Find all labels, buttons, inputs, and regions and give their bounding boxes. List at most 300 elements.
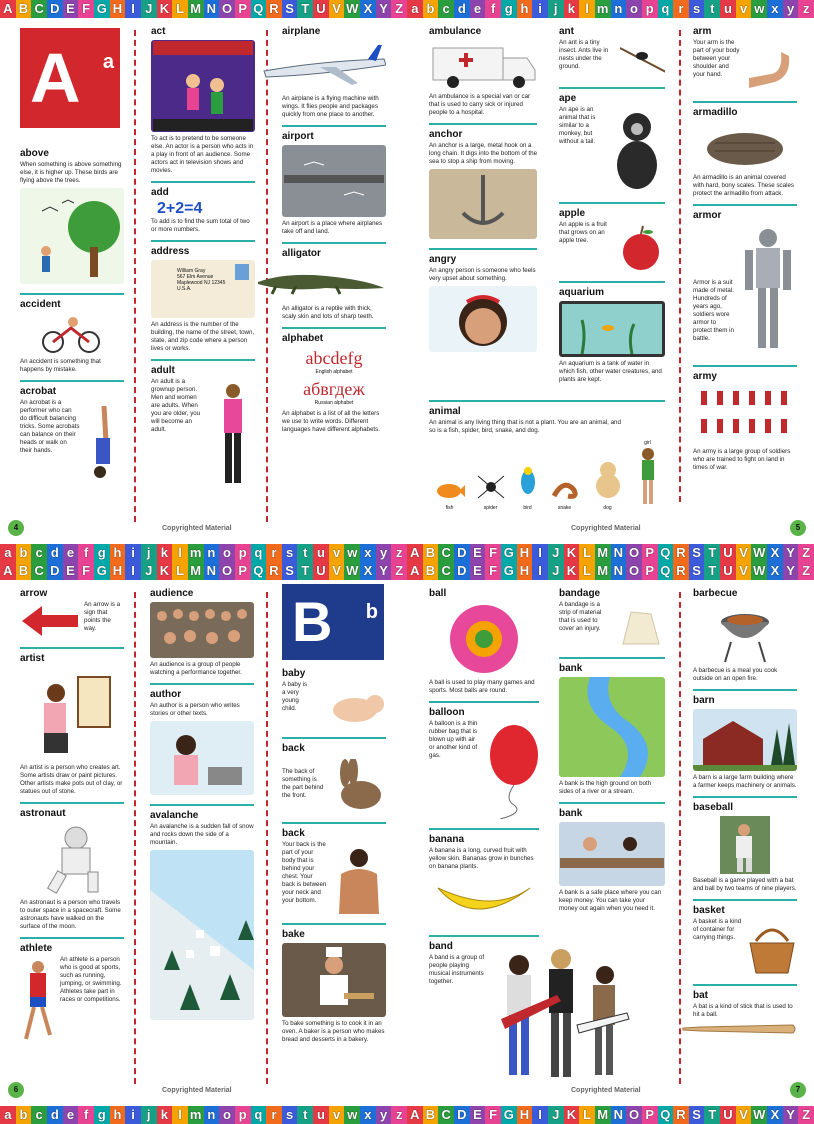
baby-photo [315,684,386,728]
strip-letter: y [376,544,392,562]
entry-barn [693,691,797,798]
entry-word: balloon [429,707,465,718]
strip-letter: b [423,0,439,18]
entry-aquarium [559,283,665,390]
strip-letter: Y [376,0,392,18]
strip-letter: Q [658,562,674,580]
entry-barbecue [693,584,797,691]
page-number: 7 [790,1082,806,1098]
strip-letter: X [767,1106,783,1124]
strip-letter: B [423,544,439,562]
anchor-photo [429,169,537,239]
entry-word: armadillo [693,107,738,118]
strip-letter: X [360,0,376,18]
author-photo [150,721,254,795]
alphabet-strip-upper [0,562,407,580]
envelope-line: 567 Elm Avenue [177,274,214,280]
strip-letter: r [673,0,689,18]
strip-letter: Z [798,544,814,562]
sum-display: 2+2=4 [157,200,203,217]
entry-word: ant [559,26,574,37]
entry-definition: An animal is any living thing that is not a plant. You are an animal, and so is a fish, spider, bird, snake, and dog. [429,419,621,434]
strip-letter: P [235,562,251,580]
strip-letter: Q [251,562,267,580]
animal-label: bird [523,505,532,511]
page-4 [0,0,407,562]
english-alphabet-label: English alphabet [315,369,353,375]
entry-word: airport [282,131,314,142]
entry-animal [429,400,665,517]
strip-letter: I [125,0,141,18]
strip-letter: d [454,0,470,18]
column-1 [20,22,124,540]
strip-letter: N [611,544,627,562]
column-divider [266,592,268,1084]
column-3 [282,584,386,1102]
entry-definition: An apple is a fruit that grows on an apple tree. [559,221,607,244]
entry-athlete [20,939,124,1052]
alphabet-strip-lower [0,544,407,562]
entry-baby [282,664,386,739]
strip-letter: V [736,1106,752,1124]
strip-letter: i [125,544,141,562]
envelope-line: U.S.A. [177,286,192,292]
entry-adult [151,361,255,500]
strip-letter: S [282,562,298,580]
angry-girl-photo [429,286,537,352]
bank-interior-photo [559,822,665,886]
strip-letter: H [517,544,533,562]
snake-image [550,476,580,511]
entry-address [151,242,255,361]
strip-letter: g [94,1106,110,1124]
entry-word: arrow [20,588,48,599]
strip-letter: U [720,544,736,562]
entry-above [20,144,124,295]
strip-letter: E [63,562,79,580]
strip-letter: F [78,562,94,580]
entry-armadillo [693,103,797,206]
strip-letter: K [564,544,580,562]
strip-letter: q [658,0,674,18]
animal-label: fish [445,505,454,511]
strip-letter: r [266,544,282,562]
entry-definition: A barn is a large farm building where a farmer keeps machinery or animals. [693,774,797,789]
russian-alphabet-sample: абвгдеж [303,379,365,399]
entry-balloon [429,703,539,830]
strip-letter: q [251,1106,267,1124]
strip-letter: v [329,544,345,562]
strip-letter: m [188,544,204,562]
entry-definition: To act is to pretend to be someone else. An actor is a person who acts in a play in front of an audience. Some actors act in television shows and movies. [151,135,254,174]
entry-word: bank [559,808,583,819]
entry-definition: An accident is something that happens by mistake. [20,358,101,373]
strip-letter: q [251,544,267,562]
envelope-image [151,260,255,318]
strip-letter: Q [251,0,267,18]
strip-letter: T [704,562,720,580]
entry-astronaut [20,804,124,939]
entry-definition: A balloon is a thin rubber bag that is blown up with air or another kind of gas. [429,720,478,759]
strip-letter: o [219,1106,235,1124]
strip-letter: V [736,544,752,562]
strip-letter: O [626,562,642,580]
strip-letter: g [501,0,517,18]
strip-letter: f [485,0,501,18]
riverbank-illustration [559,677,665,777]
strip-letter: l [579,0,595,18]
strip-letter: F [78,0,94,18]
entry-definition: Your arm is the part of your body between your shoulder and your hand. [693,39,740,78]
strip-letter: J [548,1106,564,1124]
strip-letter: h [110,544,126,562]
entry-ball [429,584,539,703]
entry-word: back [282,743,305,754]
strip-letter: v [736,0,752,18]
page-number: 6 [8,1082,24,1098]
armadillo-photo [693,121,797,171]
entry-word: airplane [282,26,321,37]
baseball-photo [693,816,797,874]
strip-letter: Y [783,562,799,580]
strip-letter: h [517,0,533,18]
entry-definition: An angry person is someone who feels very upset about something. [429,267,536,282]
strip-letter: n [204,1106,220,1124]
strip-letter: D [454,544,470,562]
strip-letter: k [157,544,173,562]
strip-letter: W [346,563,359,578]
entry-definition: A basket is a kind of container for carrying things. [693,918,742,941]
baker-photo [282,943,386,1017]
strip-letter: F [485,544,501,562]
entry-definition: A banana is a long, curved fruit with yellow skin. Bananas grow in bunches on banana plants. [429,847,534,870]
strip-letter: D [47,0,63,18]
strip-letter: H [517,562,533,580]
column-2 [150,584,254,1102]
strip-letter: s [282,544,298,562]
russian-alphabet-label: Russian alphabet [314,400,354,406]
strip-letter: p [235,544,251,562]
ape-photo [607,109,665,193]
entry-ambulance [429,22,537,125]
strip-letter: W [753,1107,766,1122]
strip-letter: W [753,563,766,578]
strip-letter: u [720,0,736,18]
strip-letter: D [454,1106,470,1124]
entry-definition: An artist is a person who creates art. Some artists draw or paint pictures. Other artists make pots out of clay, or statues out of stone. [20,764,123,795]
strip-letter: U [313,0,329,18]
column-3 [693,22,797,540]
strip-letter: i [125,1106,141,1124]
rabbit-photo [329,759,386,813]
strip-letter: D [454,562,470,580]
strip-letter: A [0,0,16,18]
entry-bandage [559,584,665,659]
strip-letter: N [204,0,220,18]
strip-letter: j [141,1106,157,1124]
entry-definition: The back of something is the part behind the front. [282,768,324,799]
strip-letter: P [642,544,658,562]
entry-definition: An anchor is a large, metal hook on a long chain. It digs into the bottom of the sea to stop a ship from moving. [429,142,538,165]
strip-letter: G [501,562,517,580]
entry-bank-money [559,804,665,919]
entry-bank-river [559,659,665,804]
strip-letter: N [611,562,627,580]
entry-word: alligator [282,248,321,259]
strip-letter: F [485,1106,501,1124]
alphabet-strip-lower [0,1106,407,1124]
strip-letter: o [626,0,642,18]
entry-definition: An athlete is a person who is good at sports, such as running, jumping, or swimming. Athletes take part in races or competitions. [60,956,122,1003]
entry-word: banana [429,834,465,845]
entry-add [151,183,255,242]
strip-letter: V [329,0,345,18]
entry-apple [559,204,665,283]
column-divider [134,30,136,522]
strip-letter: W [753,545,766,560]
bike-accident-illustration [20,313,124,355]
strip-letter: I [532,1106,548,1124]
aquarium-photo [559,301,665,357]
envelope-line: William Gray [177,268,206,274]
entry-angry [429,250,537,361]
copyright-notice: Copyrighted Material [571,525,641,532]
entry-word: bat [693,990,708,1001]
strip-letter: f [78,1106,94,1124]
entry-word: audience [150,588,194,599]
alphabet-strip-upper [407,562,814,580]
strip-letter: n [204,544,220,562]
strip-letter: U [720,1106,736,1124]
entry-word: avalanche [150,810,199,821]
strip-letter: S [689,562,705,580]
strip-letter: P [642,1106,658,1124]
strip-letter: R [266,562,282,580]
entry-definition: An audience is a group of people watching a performance together. [150,661,242,676]
animal-label: girl [644,440,651,446]
back-photo [331,844,386,914]
strip-letter: M [188,0,204,18]
entry-word: acrobat [20,386,57,397]
entry-word: add [151,187,169,198]
strip-letter: d [47,1106,63,1124]
animal-illustrations [429,439,665,511]
strip-letter: A [407,544,423,562]
strip-letter: x [360,544,376,562]
animal-label: dog [603,505,612,511]
entry-army [693,367,797,478]
strip-letter: M [595,1106,611,1124]
entry-arm [693,22,797,103]
entry-word: apple [559,208,586,219]
entry-definition: An ape is an animal that is similar to a monkey, but without a tail. [559,106,596,145]
strip-letter: o [219,544,235,562]
entry-alphabet [282,329,386,440]
strip-letter: N [611,1106,627,1124]
airport-photo [282,145,386,217]
entry-banana [429,830,539,937]
entry-acrobat [20,382,124,491]
strip-letter: R [673,562,689,580]
strip-letter: T [704,544,720,562]
strip-letter: Z [798,1106,814,1124]
strip-letter: T [297,562,313,580]
strip-letter: O [626,544,642,562]
column-2 [559,584,665,1102]
entry-word: army [693,371,717,382]
copyright-notice: Copyrighted Material [162,1087,232,1094]
strip-letter: U [720,562,736,580]
strip-letter: L [579,562,595,580]
strip-letter: C [31,562,47,580]
strip-letter: K [564,562,580,580]
entry-definition: A bat is a kind of stick that is used to hit a ball. [693,1003,793,1018]
alphabet-strip-upper [0,0,407,18]
entry-audience [150,584,254,685]
strip-letter: E [470,1106,486,1124]
strip-letter: Z [798,562,814,580]
strip-letter: j [141,544,157,562]
strip-letter: F [485,562,501,580]
arrow-sign-image [20,604,80,638]
entry-definition: An ambulance is a special van or car that is used to carry sick or injured people to a hospital. [429,93,531,116]
strip-letter: c [438,0,454,18]
entry-definition: An arrow is a sign that points the way. [84,601,121,632]
entry-word: above [20,148,49,159]
column-2 [151,22,255,540]
strip-letter: X [767,562,783,580]
strip-letter: M [595,562,611,580]
entry-word: accident [20,299,61,310]
actors-stage-photo [151,40,255,132]
strip-letter: D [47,562,63,580]
strip-letter: G [501,544,517,562]
strip-letter: T [704,1106,720,1124]
avalanche-illustration [150,850,254,1020]
strip-letter: O [219,562,235,580]
strip-letter: w [344,1106,360,1124]
strip-letter: B [423,1106,439,1124]
page-number: 5 [790,520,806,536]
entry-word: baseball [693,802,734,813]
column-3 [282,22,386,540]
strip-letter: s [282,1106,298,1124]
strip-letter: X [360,562,376,580]
strip-letter: A [407,562,423,580]
strip-letter: j [548,0,564,18]
english-alphabet-sample: abcdefg [305,348,363,368]
entry-definition: An army is a large group of soldiers who are trained to fight on land in times of war. [693,448,791,471]
column-divider [679,30,681,502]
strip-letter: E [63,0,79,18]
airplane-image [260,40,386,92]
alphabet-strip-upper [407,1106,814,1124]
entry-accident [20,295,124,382]
entry-definition: A bandage is a strip of material that is used to cover an injury. [559,601,602,632]
strip-letter: e [63,544,79,562]
strip-letter: R [673,1106,689,1124]
strip-letter: J [141,562,157,580]
strip-letter: t [297,544,313,562]
strip-letter: L [172,562,188,580]
strip-letter: a [0,544,16,562]
entry-word: baby [282,668,306,679]
strip-letter: z [391,544,407,562]
barn-photo [693,709,797,771]
entry-airport [282,127,386,244]
strip-letter: l [172,1106,188,1124]
entry-word: barbecue [693,588,738,599]
entry-word: ape [559,93,577,104]
column-3 [693,584,797,1102]
entry-word: armor [693,210,722,221]
strip-letter: U [313,562,329,580]
girl-image [636,440,660,511]
entry-word: aquarium [559,287,605,298]
entry-definition: An astronaut is a person who travels to outer space in a spacecraft. Some astronauts have walked on the surface of the moon. [20,899,121,930]
envelope-line: Maplewood NJ 12345 [177,280,226,286]
bat-image [681,1022,797,1036]
strip-letter: y [783,0,799,18]
strip-letter: u [313,544,329,562]
strip-letter: L [172,0,188,18]
entry-definition: An airplane is a flying machine with wings. It flies people and packages quickly from one place to another. [282,95,379,118]
strip-letter: p [642,0,658,18]
strip-letter: M [188,562,204,580]
arm-photo [745,42,797,92]
strip-letter: v [329,1106,345,1124]
spider-image [476,474,506,511]
strip-letter: b [16,1106,32,1124]
entry-alligator [282,244,386,329]
strip-letter: L [579,544,595,562]
entry-definition: An aquarium is a tank of water in which fish, other water creatures, and plants are kept. [559,360,662,383]
entry-word: adult [151,365,175,376]
strip-letter: B [423,562,439,580]
strip-letter: H [517,1106,533,1124]
entry-definition: An author is a person who writes stories or other texts. [150,702,240,717]
strip-letter: Q [658,544,674,562]
entry-word: alphabet [282,333,324,344]
strip-letter: r [266,1106,282,1124]
strip-letter: a [0,1106,16,1124]
strip-letter: Y [376,562,392,580]
entry-artist [20,649,124,804]
entry-definition: To bake something is to cook it in an oven. A baker is a person who makes bread and desserts in a bakery. [282,1020,385,1043]
strip-letter: g [94,544,110,562]
copyright-notice: Copyrighted Material [162,525,232,532]
strip-letter: G [94,562,110,580]
entry-definition: An alphabet is a list of all the letters we use to write words. Different languages have different alphabets. [282,410,380,433]
strip-letter: K [157,562,173,580]
strip-letter: I [125,562,141,580]
entry-definition: Armor is a suit made of metal. Hundreds of years ago, soldiers wore armor to protect them in battle. [693,279,734,342]
entry-anchor [429,125,537,250]
strip-letter: z [798,0,814,18]
runner-photo [20,959,56,1043]
strip-letter: S [282,0,298,18]
strip-letter: V [736,562,752,580]
entry-word: barn [693,695,715,706]
strip-letter: N [204,562,220,580]
woman-photo [211,381,255,491]
strip-letter: u [313,1106,329,1124]
strip-letter: C [438,562,454,580]
strip-letter: a [407,0,423,18]
strip-letter: f [78,544,94,562]
strip-letter: k [564,0,580,18]
strip-letter: G [94,0,110,18]
